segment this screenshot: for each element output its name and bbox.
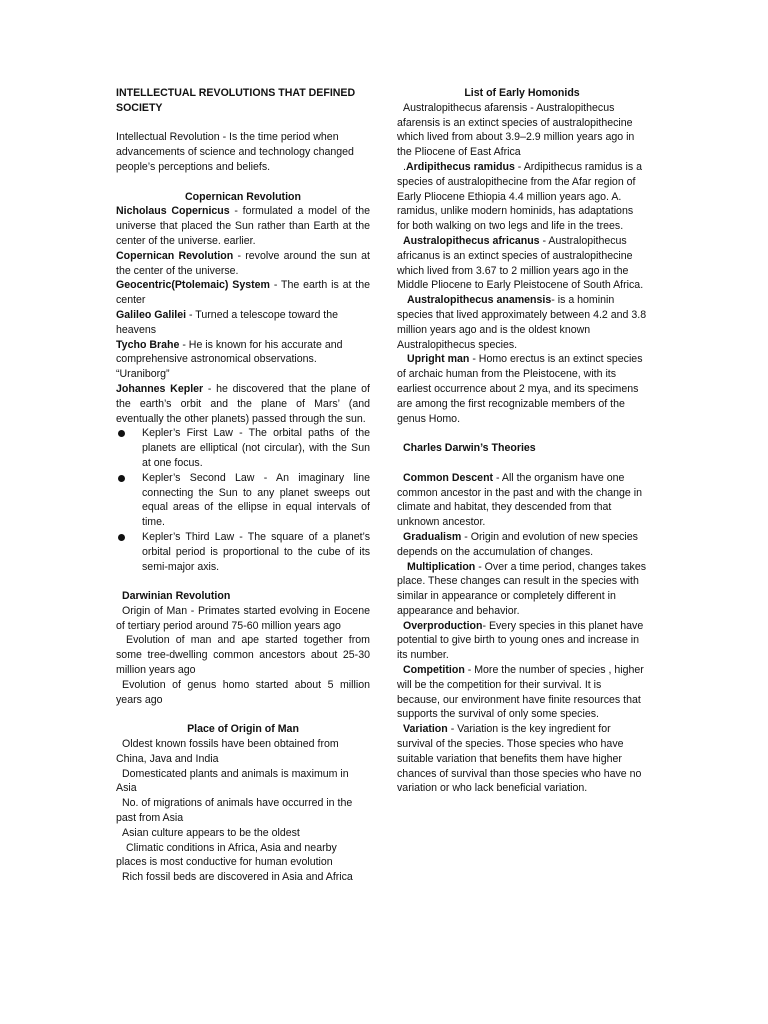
theory-entry (397, 471, 647, 530)
right-column (397, 86, 647, 796)
theory-entry (397, 663, 647, 722)
origin-item: Rich fossil beds are discovered in Asia and Africa (122, 871, 353, 884)
list-item (116, 426, 370, 470)
bullet-icon (118, 534, 125, 541)
entry-tycho (116, 338, 370, 382)
theory-entry (397, 722, 647, 796)
entry-term: Variation (403, 723, 448, 736)
entry-term: Ardipithecus ramidus (405, 160, 515, 173)
entry-text: - More the number of species , higher will be the competition for their survival. It is because, our environment have finite resources that supports the survival of only some species. (397, 664, 644, 721)
entry-text: - formulated a model of the universe that placed the Sun rather than Earth at the center of the universe. earlier. (116, 205, 370, 247)
entry-term: Nicholaus Copernicus (116, 205, 230, 218)
list-item-text: Kepler’s Third Law - The square of a planet’s orbital period is proportional to the cube of its semi-major axis. (142, 530, 370, 573)
homonid-entry (397, 352, 647, 426)
entry-term: Overproduction (403, 619, 483, 632)
darwinian-item: Evolution of man and ape started together from some tree-dwelling common ancestors about 25-30 million years ago (116, 634, 370, 677)
bullet-icon (118, 475, 125, 482)
entry-term: Competition (403, 664, 465, 677)
darwinian-item: Origin of Man - Primates started evolving in Eocene of tertiary period around 75-60 million years ago (116, 604, 370, 632)
origin-item: Asian culture appears to be the oldest (122, 826, 300, 839)
entry-geocentric (116, 278, 370, 308)
entry-term: Australopithecus anamensis (407, 294, 552, 307)
entry-term: Tycho Brahe (116, 338, 180, 351)
theory-entry (397, 560, 647, 619)
entry-term: Geocentric(Ptolemaic) System (116, 279, 270, 292)
homonid-entry (397, 160, 647, 234)
entry-term: Australopithecus africanus (403, 234, 540, 247)
entry-text: - Origin and evolution of new species depends on the accumulation of changes. (397, 530, 638, 558)
intro-paragraph: Intellectual Revolution - Is the time period when advancements of science and technology changed people’s perceptions and beliefs. (116, 131, 354, 173)
entry-text: - revolve around the sun at the center of the universe. (116, 249, 370, 277)
kepler-laws-list (116, 426, 370, 574)
entry-galileo (116, 308, 370, 338)
origin-item: Oldest known fossils have been obtained from China, Java and India (116, 738, 339, 765)
darwinian-heading: Darwinian Revolution (122, 590, 231, 603)
entry-text: - is a hominin species that lived approximately between 4.2 and 3.8 million years ago and is the oldest known Australopithecus species. (397, 294, 647, 351)
copernican-heading: Copernican Revolution (185, 190, 301, 203)
entry-copernicus (116, 204, 370, 248)
entry-text: - The earth is at the center (116, 279, 371, 307)
entry-text: - Homo erectus is an extinct species of archaic human from the Pleistocene, with its earliest occurrence about 2 mya, and its specimens are among the first recognizable members of the genus Homo. (397, 353, 643, 425)
darwinian-item: Evolution of genus homo started about 5 million years ago (116, 678, 370, 706)
entry-text: - Australopithecus africanus is an extinct species of australopithecine which lived from 3.67 to 2 million years ago in the Middle Pliocene to Early Pleistocene of South Africa. (397, 234, 644, 292)
origin-heading: Place of Origin of Man (187, 723, 299, 736)
theory-entry (397, 619, 647, 663)
document-title: INTELLECTUAL REVOLUTIONS THAT DEFINED SOCIETY (116, 87, 356, 114)
homonid-entry (397, 293, 647, 352)
entry-copernican-revolution (116, 249, 370, 279)
entry-term: Upright man (407, 353, 470, 366)
list-item-text: Kepler’s Second Law - An imaginary line connecting the Sun to any planet sweeps out equal areas of the ellipse in equal intervals of time. (142, 471, 370, 529)
entry-text: - All the organism have one common ancestor in the past and with the change in climate and habitat, they descended from that unknown ancestor. (397, 471, 642, 529)
origin-item: No. of migrations of animals have occurred in the past from Asia (116, 797, 353, 825)
entry-text: Australopithecus afarensis - Australopithecus afarensis is an extinct species of australopithecine which lived from about 3.9–2.9 million years ago in the Pliocene of East Africa (397, 101, 635, 159)
entry-text: - Variation is the key ingredient for survival of the species. Those species who have suitable variation that benefits them have higher chances of survival than those species who have no variation or who lack beneficial variation. (397, 723, 642, 795)
homonid-entry (397, 101, 647, 160)
copernican-entries (116, 204, 370, 426)
entry-term: Galileo Galilei (116, 308, 187, 321)
list-item-text: Kepler’s First Law - The orbital paths of the planets are elliptical (not circular), with the Sun at one focus. (142, 427, 370, 469)
entry-prefix: . (403, 160, 406, 173)
entry-term: Johannes Kepler (116, 382, 204, 395)
origin-item: Climatic conditions in Africa, Asia and nearby places is most conductive for human evolution (116, 841, 337, 869)
entry-text: - He is known for his accurate and comprehensive astronomical observations. “Uraniborg” (116, 338, 343, 381)
list-item (116, 471, 370, 530)
entry-text: - Over a time period, changes takes place. These changes can result in the species with similar in appearance or completely different in appearance and behavior. (397, 560, 647, 617)
entry-text: - he discovered that the plane of the earth’s orbit and the plane of Mars’ (and eventually the other planets) passed through the sun. (116, 382, 370, 425)
entry-text: - Turned a telescope toward the heavens (116, 308, 339, 336)
entry-text: - Ardipithecus ramidus is a species of australopithecine from the Afar region of Early Pliocene Ethiopia 4.4 million years ago. A. ramidus, unlike modern hominids, has adaptations for both walking on two legs and life in the trees. (397, 160, 643, 233)
entry-kepler (116, 382, 370, 426)
homonids-heading: List of Early Homonids (464, 87, 580, 99)
entry-term: Copernican Revolution (116, 249, 234, 262)
list-item (116, 530, 370, 574)
homonid-entry (397, 234, 647, 293)
entry-term: Common Descent (403, 471, 494, 484)
left-column (116, 86, 370, 885)
darwin-theories-heading: Charles Darwin’s Theories (403, 442, 536, 455)
entry-term: Gradualism (403, 530, 462, 543)
theory-entry (397, 530, 647, 560)
entry-text: - Every species in this planet have potential to give birth to young ones and increase in its number. (397, 619, 644, 662)
origin-item: Domesticated plants and animals is maximum in Asia (116, 767, 349, 795)
bullet-icon (118, 430, 125, 437)
entry-term: Multiplication (407, 560, 476, 573)
